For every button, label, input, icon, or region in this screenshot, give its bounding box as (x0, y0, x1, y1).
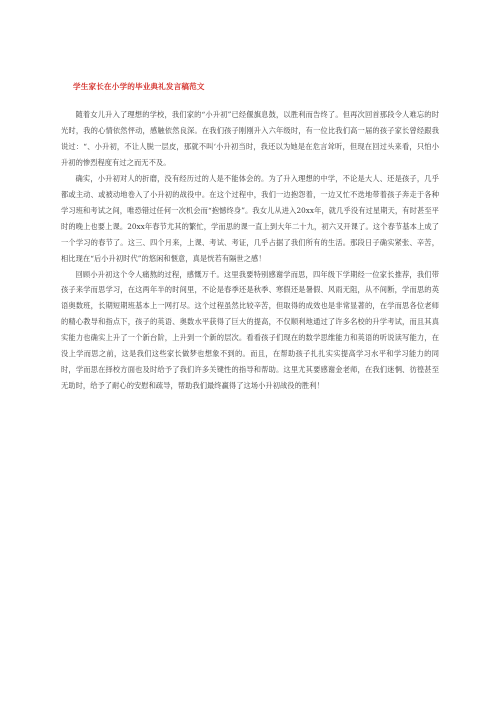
body-paragraph-1: 随着女儿升入了理想的学校，我们家的“小升初”已经偃旗息鼓，以胜利而告终了。但再次回首那段令人难忘的时光时，我的心情依然怦动，感触依然良深。在我们孩子刚刚升入六年级时，有一位比我们高一届的孩子家长曾经跟我说过：“、小升初，不让人脱一层皮，那就不叫‘小升初当时，我还以为她是在危言耸听，但现在回过头来看，只怕小升初的惨烈程度有过之而无不及。 (61, 110, 439, 167)
document-title: 学生家长在小学的毕业典礼发言稿范文 (73, 82, 205, 91)
body-paragraph-3: 回顾小升初这个令人痛熬的过程，感慨万千。这里我要特别感谢学而思，四年级下学期经一位家长推荐，我们带孩子来学而思学习，在这两年半的时间里，不论是春季还是秋季、寒假还是暑假、风雨无阻，从不间断，学而思的英语奥数班，长期短期班基本上一网打尽。这个过程虽然比较辛苦，但取得的成效也是非常显著的，在学而思各位老师的精心教导和指点下，孩子的英语、奥数水平获得了巨大的提高，不仅顺利地通过了许多名校的升学考试，而且其真实能力也确实上升了一个新台阶，上升到一个新的层次。看看孩子们现在的数学思维能力和英语的听说读写能力，在没上学而思之前，这是我们这些家长做梦也想象不到的。而且，在帮助孩子扎扎实实提高学习水平和学习能力的同时，学而思在择校方面也及时给予了我们许多关键性的指导和帮助。这里尤其要感谢金老师，在我们迷惘、彷徨甚至无助时，给予了耐心的安慰和疏导，帮助我们最终赢得了这场小升初战役的胜利！ (61, 269, 439, 391)
body-paragraph-2: 确实，小升初对人的折磨，没有经历过的人是不能体会的。为了升入理想的中学，不论是大人、还是孩子，几乎都或主动、或被动地卷入了小升初的战役中。在这个过程中，我们一边抱怨着，一边又忙不迭地带着孩子奔走于各种学习班和考试之间，唯恐错过任何一次机会而“抱憾终身”。我女儿从进入20xx年，就几乎没有过星期天，有时甚至平时的晚上也要上课。20xx年春节尤其的繁忙，学而思的课一直上到大年二十九，初六又开课了。这个春节基本上成了一个学习的春节了。这三、四个月来，上课、考试、考证，几乎占据了我们所有的生活。那段日子确实紧张、辛苦，相比现在“后小升初时代”的悠闲和惬意，真是恍若有隔世之感！ (61, 173, 439, 263)
document-body (61, 107, 439, 394)
